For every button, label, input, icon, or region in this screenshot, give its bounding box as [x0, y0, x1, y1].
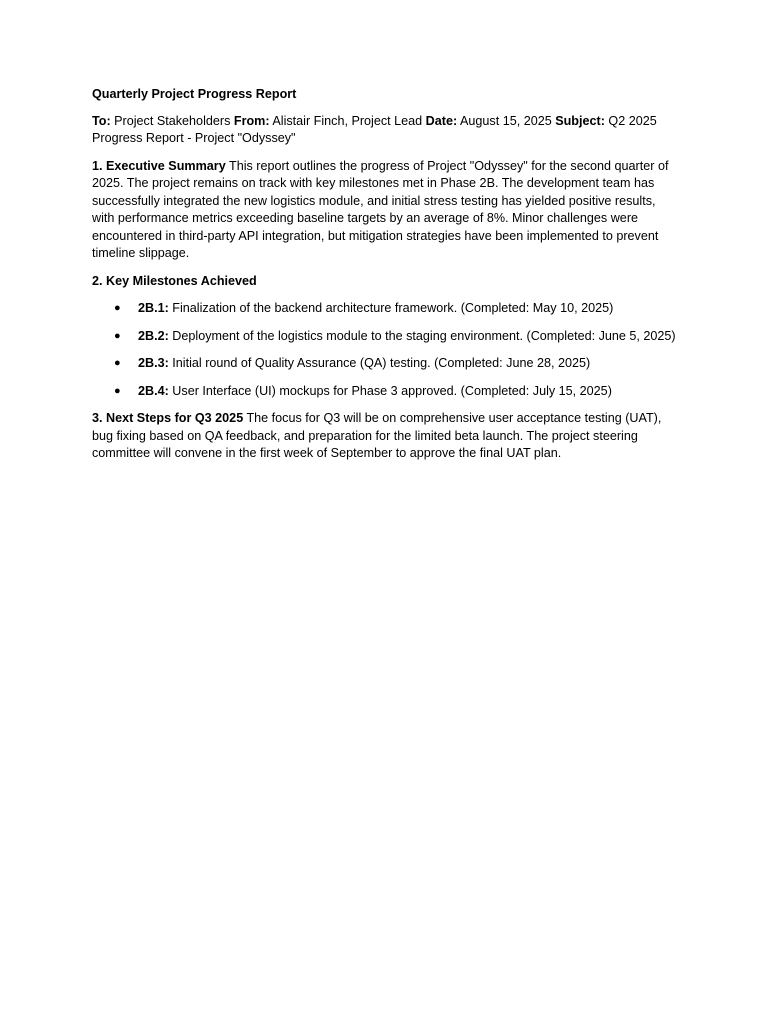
milestone-text: Deployment of the logistics module to the staging environment. (Completed: June 5, 2025) [172, 328, 676, 343]
to-value: Project Stakeholders [114, 113, 231, 128]
bullet-icon: ● [114, 384, 121, 397]
milestone-text: Initial round of Quality Assurance (QA) testing. (Completed: June 28, 2025) [172, 356, 591, 370]
date-value: August 15, 2025 [459, 113, 552, 128]
executive-summary-heading: 1. Executive Summary [92, 158, 226, 173]
next-steps-heading: 3. Next Steps for Q3 2025 [92, 411, 244, 425]
bullet-icon: ● [114, 302, 121, 314]
milestone-id: 2B.3: [138, 356, 169, 370]
to-label: To: [92, 113, 111, 128]
executive-summary-section [92, 158, 676, 263]
bullet-icon: ● [114, 357, 121, 369]
subject-label: Subject: [555, 113, 605, 128]
from-label: From: [233, 113, 270, 128]
next-steps-body: The focus for Q3 will be on comprehensive user acceptance testing (UAT), bug fixing based on QA feedback, and preparation for the limited beta launch. The project steering committee will convene in the first week of September to approve the final UAT plan. [92, 411, 662, 460]
milestones-list [92, 300, 676, 400]
subject-value: Q2 2025 Progress Report - Project "Odyssey" [92, 113, 657, 145]
key-milestones-heading: 2. Key Milestones Achieved [92, 273, 257, 288]
milestone-item [92, 383, 676, 401]
milestone-id: 2B.4: [138, 383, 169, 398]
document-title: Quarterly Project Progress Report [92, 87, 297, 101]
document-body [92, 86, 676, 473]
date-label: Date: [425, 113, 458, 128]
next-steps-section [92, 410, 676, 463]
milestone-id: 2B.2: [138, 328, 169, 343]
milestone-text: User Interface (UI) mockups for Phase 3 approved. (Completed: July 15, 2025) [172, 383, 612, 398]
memo-header [92, 113, 676, 148]
milestone-item [92, 328, 676, 346]
milestone-id: 2B.1: [138, 301, 169, 315]
executive-summary-body: This report outlines the progress of Project "Odyssey" for the second quarter of 2025. The project remains on track with key milestones met in Phase 2B. The development team has successfully integrated the new logistics module, and initial stress testing has yielded positive results, with performance metrics exceeding baseline targets by an average of 8%. Minor challenges were encountered in third-party API integration, but mitigation strategies have been implemented to prevent timeline slippage. [92, 158, 669, 260]
bullet-icon: ● [114, 329, 121, 342]
milestone-item [92, 355, 676, 373]
milestone-item [92, 300, 676, 318]
milestone-text: Finalization of the backend architecture framework. (Completed: May 10, 2025) [172, 301, 614, 315]
from-value: Alistair Finch, Project Lead [272, 113, 423, 128]
